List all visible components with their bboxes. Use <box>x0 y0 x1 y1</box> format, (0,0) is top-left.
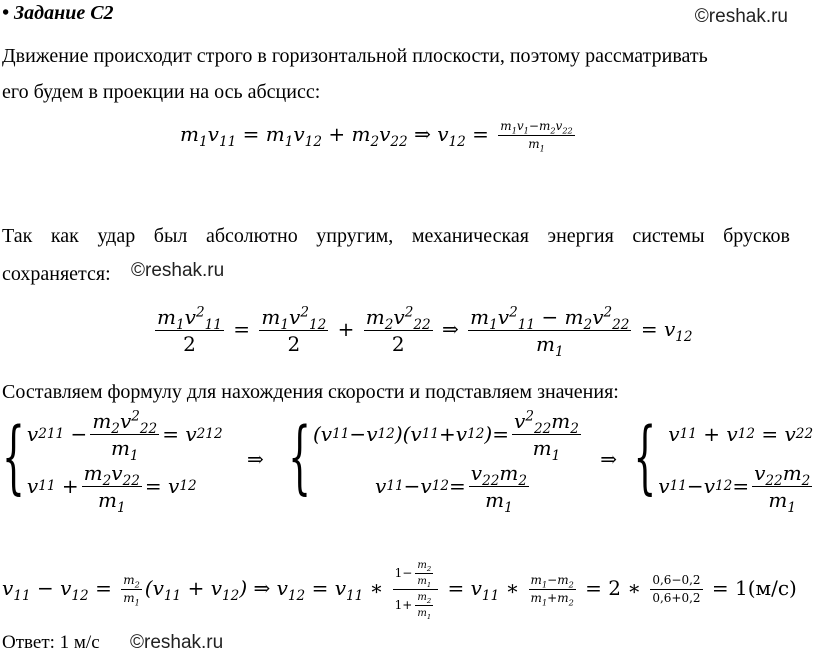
task-title: • Задание С2 <box>2 2 114 24</box>
paragraph-2-line-2: сохраняется: <box>2 263 111 285</box>
paragraph-2-line-1: Так как удар был абсолютно упругим, механическая энергия системы брусков <box>2 225 790 247</box>
watermark-bottom: ©reshak.ru <box>130 632 224 653</box>
momentum-equation: $m_1v_{11} = m_1v_{12} + m_2v_{22}$ ⇒ $v_{12}$ = $\frac{m_1v_1-m_2v_{22}}{m_1}$ <box>180 119 573 154</box>
paragraph-3: Составляем формулу для нахождения скорости и подставляем значения: <box>2 381 619 403</box>
watermark-middle: ©reshak.ru <box>131 260 225 281</box>
final-value: 1(м/с) <box>735 576 797 600</box>
final-equation: $v_{11} - v_{12}$ = $\frac{m_2}{m_1}$ $(v_{11} + v_{12})$ ⇒ $v_{12} = v_{11}$ ∗ 1− $\frac{m_2}{m_1}$ 1+ $\frac{m_2}{m_1}$ = $v_{11}$ ∗ $\frac{m_1-m_2}{m_1+m_2}$ = 2 ∗ $\frac{0,6-0,2}{0,6+0,2}$ = 1(м/с) <box>2 560 797 621</box>
paragraph-1-line-2: его будем в проекции на ось абсцисс: <box>2 81 321 103</box>
system-of-equations: { v 2 11 − $\frac{m_2v^2_{22}}{m_1}$ = v 2 12 v 11 + $\frac{m_2v_{22}}{m_1}$ = v 12 ⇒ { (v 11 − v 12 )(v 11 + v 12 ) = $\frac{v^2_{22}m_2}{m_1}$ v 11 − v 12 = $\frac{v_{22}m_2}{m_1}$ ⇒ { v 11 + v 12 = v 22 v 11 − v 12 = $\frac{v_{22}m_2}{m_1}$ <box>2 407 814 516</box>
watermark-top: ©reshak.ru <box>694 6 788 27</box>
energy-equation: $\frac{m_1v^2_{11}}{2}$ = $\frac{m_1v^2_{12}}{2}$ + $\frac{m_2v^2_{22}}{2}$ ⇒ $\frac{m_1v^2_{11} - m_2v^2_{22}}{m_1}$ = $v_{12}$ <box>157 304 693 360</box>
paragraph-1-line-1: Движение происходит строго в горизонтальной плоскости, поэтому рассматривать <box>2 45 708 67</box>
answer: Ответ: 1 м/с <box>2 632 100 653</box>
